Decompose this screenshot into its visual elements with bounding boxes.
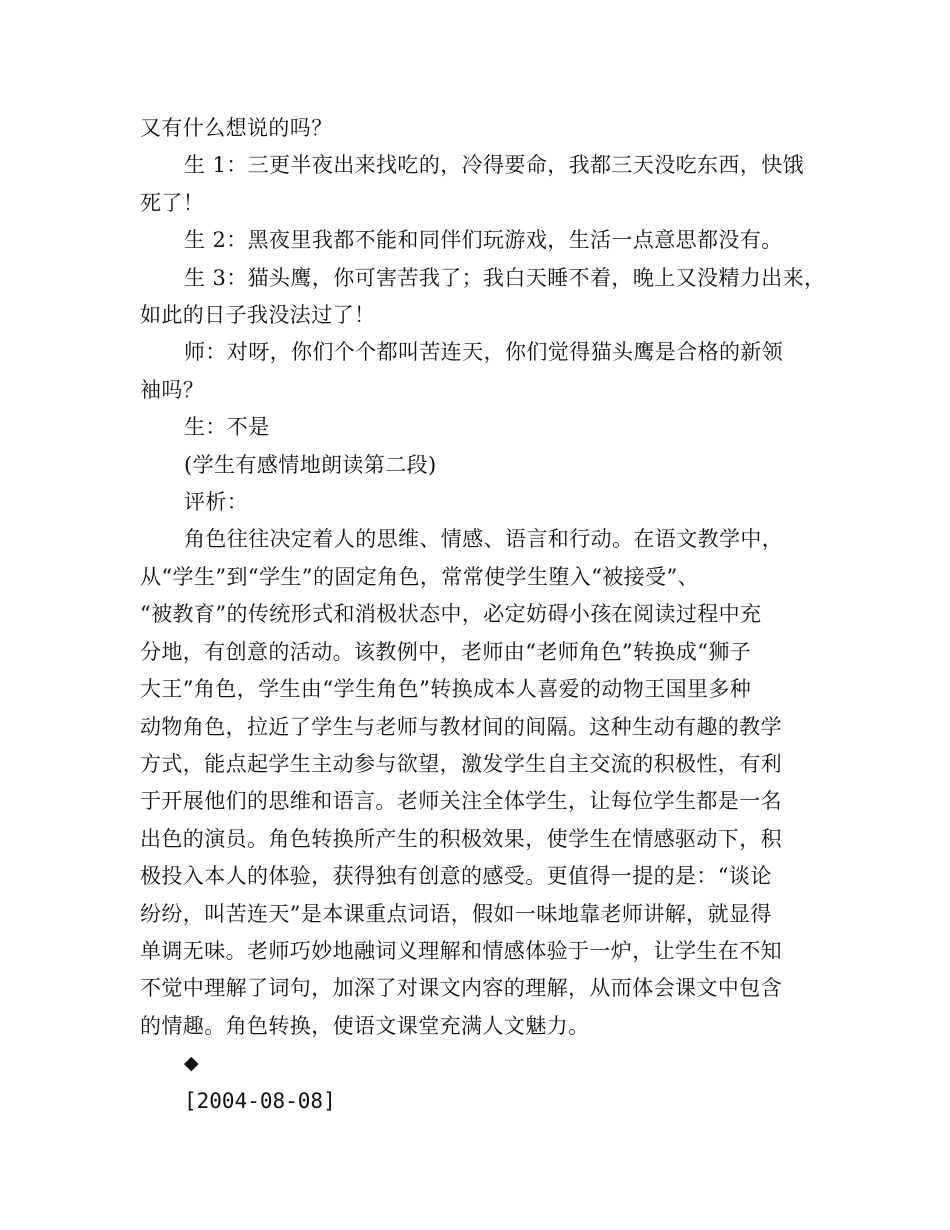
text-line: 死了！: [140, 190, 205, 215]
document-page: [140, 110, 830, 1120]
text-line: 生 2：黑夜里我都不能和同伴们玩游戏，生活一点意思都没有。: [184, 228, 783, 253]
text-line: 极投入本人的体验，获得独有创意的感受。更值得一提的是：“谈论: [140, 864, 772, 889]
text-line: 单调无味。老师巧妙地融词义理解和情感体验于一炉，让学生在不知: [140, 938, 782, 963]
text-line: 袖吗？: [140, 377, 205, 402]
text-line: 生 1：三更半夜出来找吃的，冷得要命，我都三天没吃东西，快饿: [184, 153, 805, 178]
text-line: 评析：: [184, 490, 249, 515]
text-line: 大王”角色，学生由“学生角色”转换成本人喜爱的动物王国里多种: [140, 677, 752, 702]
text-line: 如此的日子我没法过了！: [140, 303, 376, 328]
text-line: (学生有感情地朗读第二段): [184, 452, 437, 477]
text-line: 从“学生”到“学生”的固定角色，常常使学生堕入“被接受”、: [140, 564, 700, 589]
text-line: 动物角色，拉近了学生与老师与教材间的间隔。这种生动有趣的教学: [140, 714, 782, 739]
document-body: [140, 110, 830, 1045]
text-line: 师：对呀，你们个个都叫苦连天，你们觉得猫头鹰是合格的新领: [184, 340, 784, 365]
diamond-bullet-icon: ◆: [184, 1052, 200, 1075]
text-line: 生 3：猫头鹰，你可害苦我了；我白天睡不着，晚上又没精力出来，: [184, 265, 826, 290]
text-line: 纷纷，叫苦连天”是本课重点词语，假如一味地靠老师讲解，就显得: [140, 901, 772, 926]
text-line: 不觉中理解了词句，加深了对课文内容的理解，从而体会课文中包含: [140, 976, 782, 1001]
text-line: “被教育”的传统形式和消极状态中，必定妨碍小孩在阅读过程中充: [140, 602, 762, 627]
text-line: 的情趣。角色转换，使语文课堂充满人文魅力。: [140, 1013, 590, 1038]
text-line: 生：不是: [184, 415, 270, 440]
document-date: [2004-08-08]: [184, 1088, 336, 1113]
text-line: 又有什么想说的吗？: [140, 116, 333, 140]
text-line: 出色的演员。角色转换所产生的积极效果，使学生在情感驱动下，积: [140, 826, 782, 851]
text-line: 角色往往决定着人的思维、情感、语言和行动。在语文教学中，: [184, 527, 784, 552]
text-line: 方式，能点起学生主动参与欲望，激发学生自主交流的积极性，有利: [140, 751, 782, 776]
text-line: 分地，有创意的活动。该教例中，老师由“老师角色”转换成“狮子: [140, 639, 752, 664]
text-line: 于开展他们的思维和语言。老师关注全体学生，让每位学生都是一名: [140, 789, 782, 814]
